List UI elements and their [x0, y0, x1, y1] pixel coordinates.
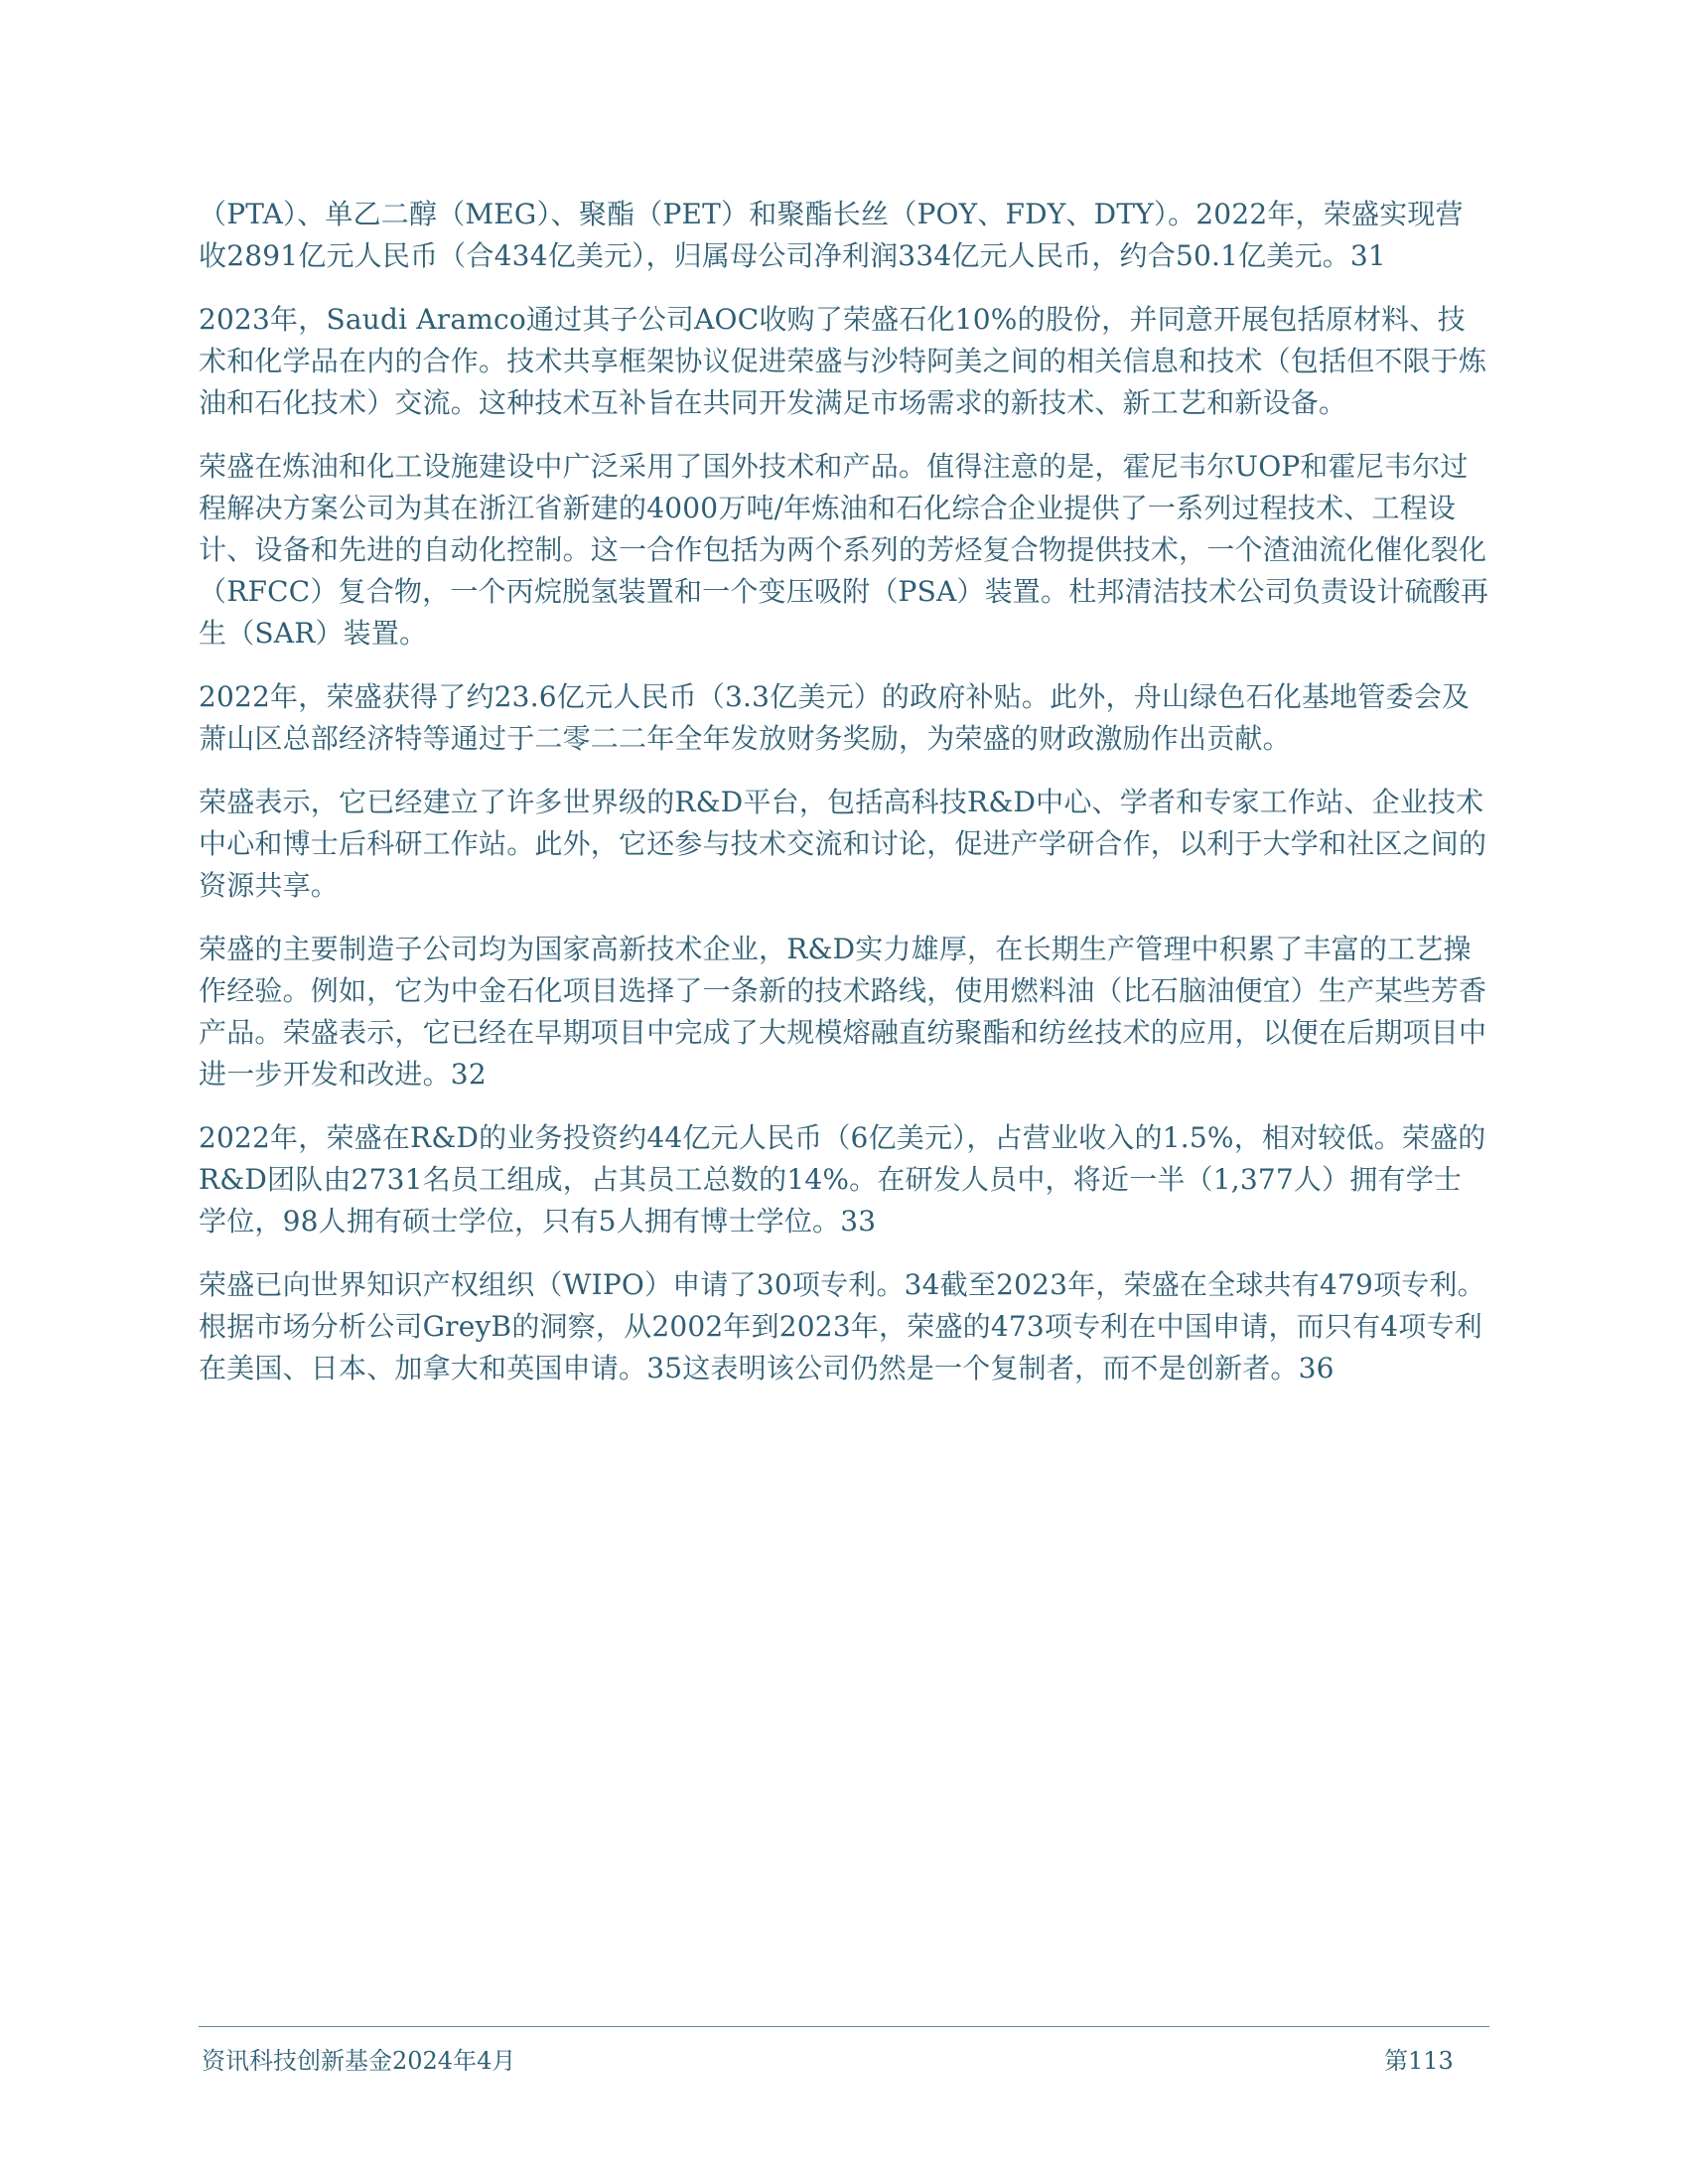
footer-page-number: 第113	[1384, 2047, 1454, 2075]
paragraph-4: 2022年，荣盛获得了约23.6亿元人民币（3.3亿美元）的政府补贴。此外，舟山绿色石化基地管委会及萧山区总部经济特等通过于二零二二年全年发放财务奖励，为荣盛的财政激励作出贡献。	[199, 680, 1471, 755]
paragraph-1: （PTA）、单乙二醇（MEG）、聚酯（PET）和聚酯长丝（POY、FDY、DTY）。2022年，荣盛实现营收2891亿元人民币（合434亿美元），归属母公司净利润334亿元人民币，约合50.1亿美元。31	[199, 198, 1464, 272]
paragraph-8: 荣盛已向世界知识产权组织（WIPO）申请了30项专利。34截至2023年，荣盛在全球共有479项专利。根据市场分析公司GreyB的洞察，从2002年到2023年，荣盛的473项专利在中国申请，而只有4项专利在美国、日本、加拿大和英国申请。35这表明该公司仍然是一个复制者，而不是创新者。36	[199, 1268, 1485, 1384]
paragraph-5: 荣盛表示，它已经建立了许多世界级的R&D平台，包括高科技R&D中心、学者和专家工作站、企业技术中心和博士后科研工作站。此外，它还参与技术交流和讨论，促进产学研合作，以利于大学和社区之间的资源共享。	[199, 786, 1487, 902]
document-body	[199, 194, 1489, 1411]
paragraph-6: 荣盛的主要制造子公司均为国家高新技术企业，R&D实力雄厚，在长期生产管理中积累了丰富的工艺操作经验。例如，它为中金石化项目选择了一条新的技术路线，使用燃料油（比石脑油便宜）生产某些芳香产品。荣盛表示，它已经在早期项目中完成了大规模熔融直纺聚酯和纺丝技术的应用，以便在后期项目中进一步开发和改进。32	[199, 933, 1487, 1091]
paragraph-7: 2022年，荣盛在R&D的业务投资约44亿元人民币（6亿美元），占营业收入的1.5%，相对较低。荣盛的R&D团队由2731名员工组成，占其员工总数的14%。在研发人员中，将近一半（1,377人）拥有学士学位，98人拥有硕士学位，只有5人拥有博士学位。33	[199, 1121, 1486, 1238]
footer-publisher-date: 资讯科技创新基金2024年4月	[202, 2047, 516, 2075]
paragraph-2: 2023年，Saudi Aramco通过其子公司AOC收购了荣盛石化10%的股份，并同意开展包括原材料、技术和化学品在内的合作。技术共享框架协议促进荣盛与沙特阿美之间的相关信息和技术（包括但不限于炼油和石化技术）交流。这种技术互补旨在共同开发满足市场需求的新技术、新工艺和新设备。	[199, 303, 1487, 419]
paragraph-3: 荣盛在炼油和化工设施建设中广泛采用了国外技术和产品。值得注意的是，霍尼韦尔UOP和霍尼韦尔过程解决方案公司为其在浙江省新建的4000万吨/年炼油和石化综合企业提供了一系列过程技术、工程设计、设备和先进的自动化控制。这一合作包括为两个系列的芳烃复合物提供技术，一个渣油流化催化裂化（RFCC）复合物，一个丙烷脱氢装置和一个变压吸附（PSA）装置。杜邦清洁技术公司负责设计硫酸再生（SAR）装置。	[199, 450, 1489, 650]
footer-divider	[199, 2026, 1489, 2027]
